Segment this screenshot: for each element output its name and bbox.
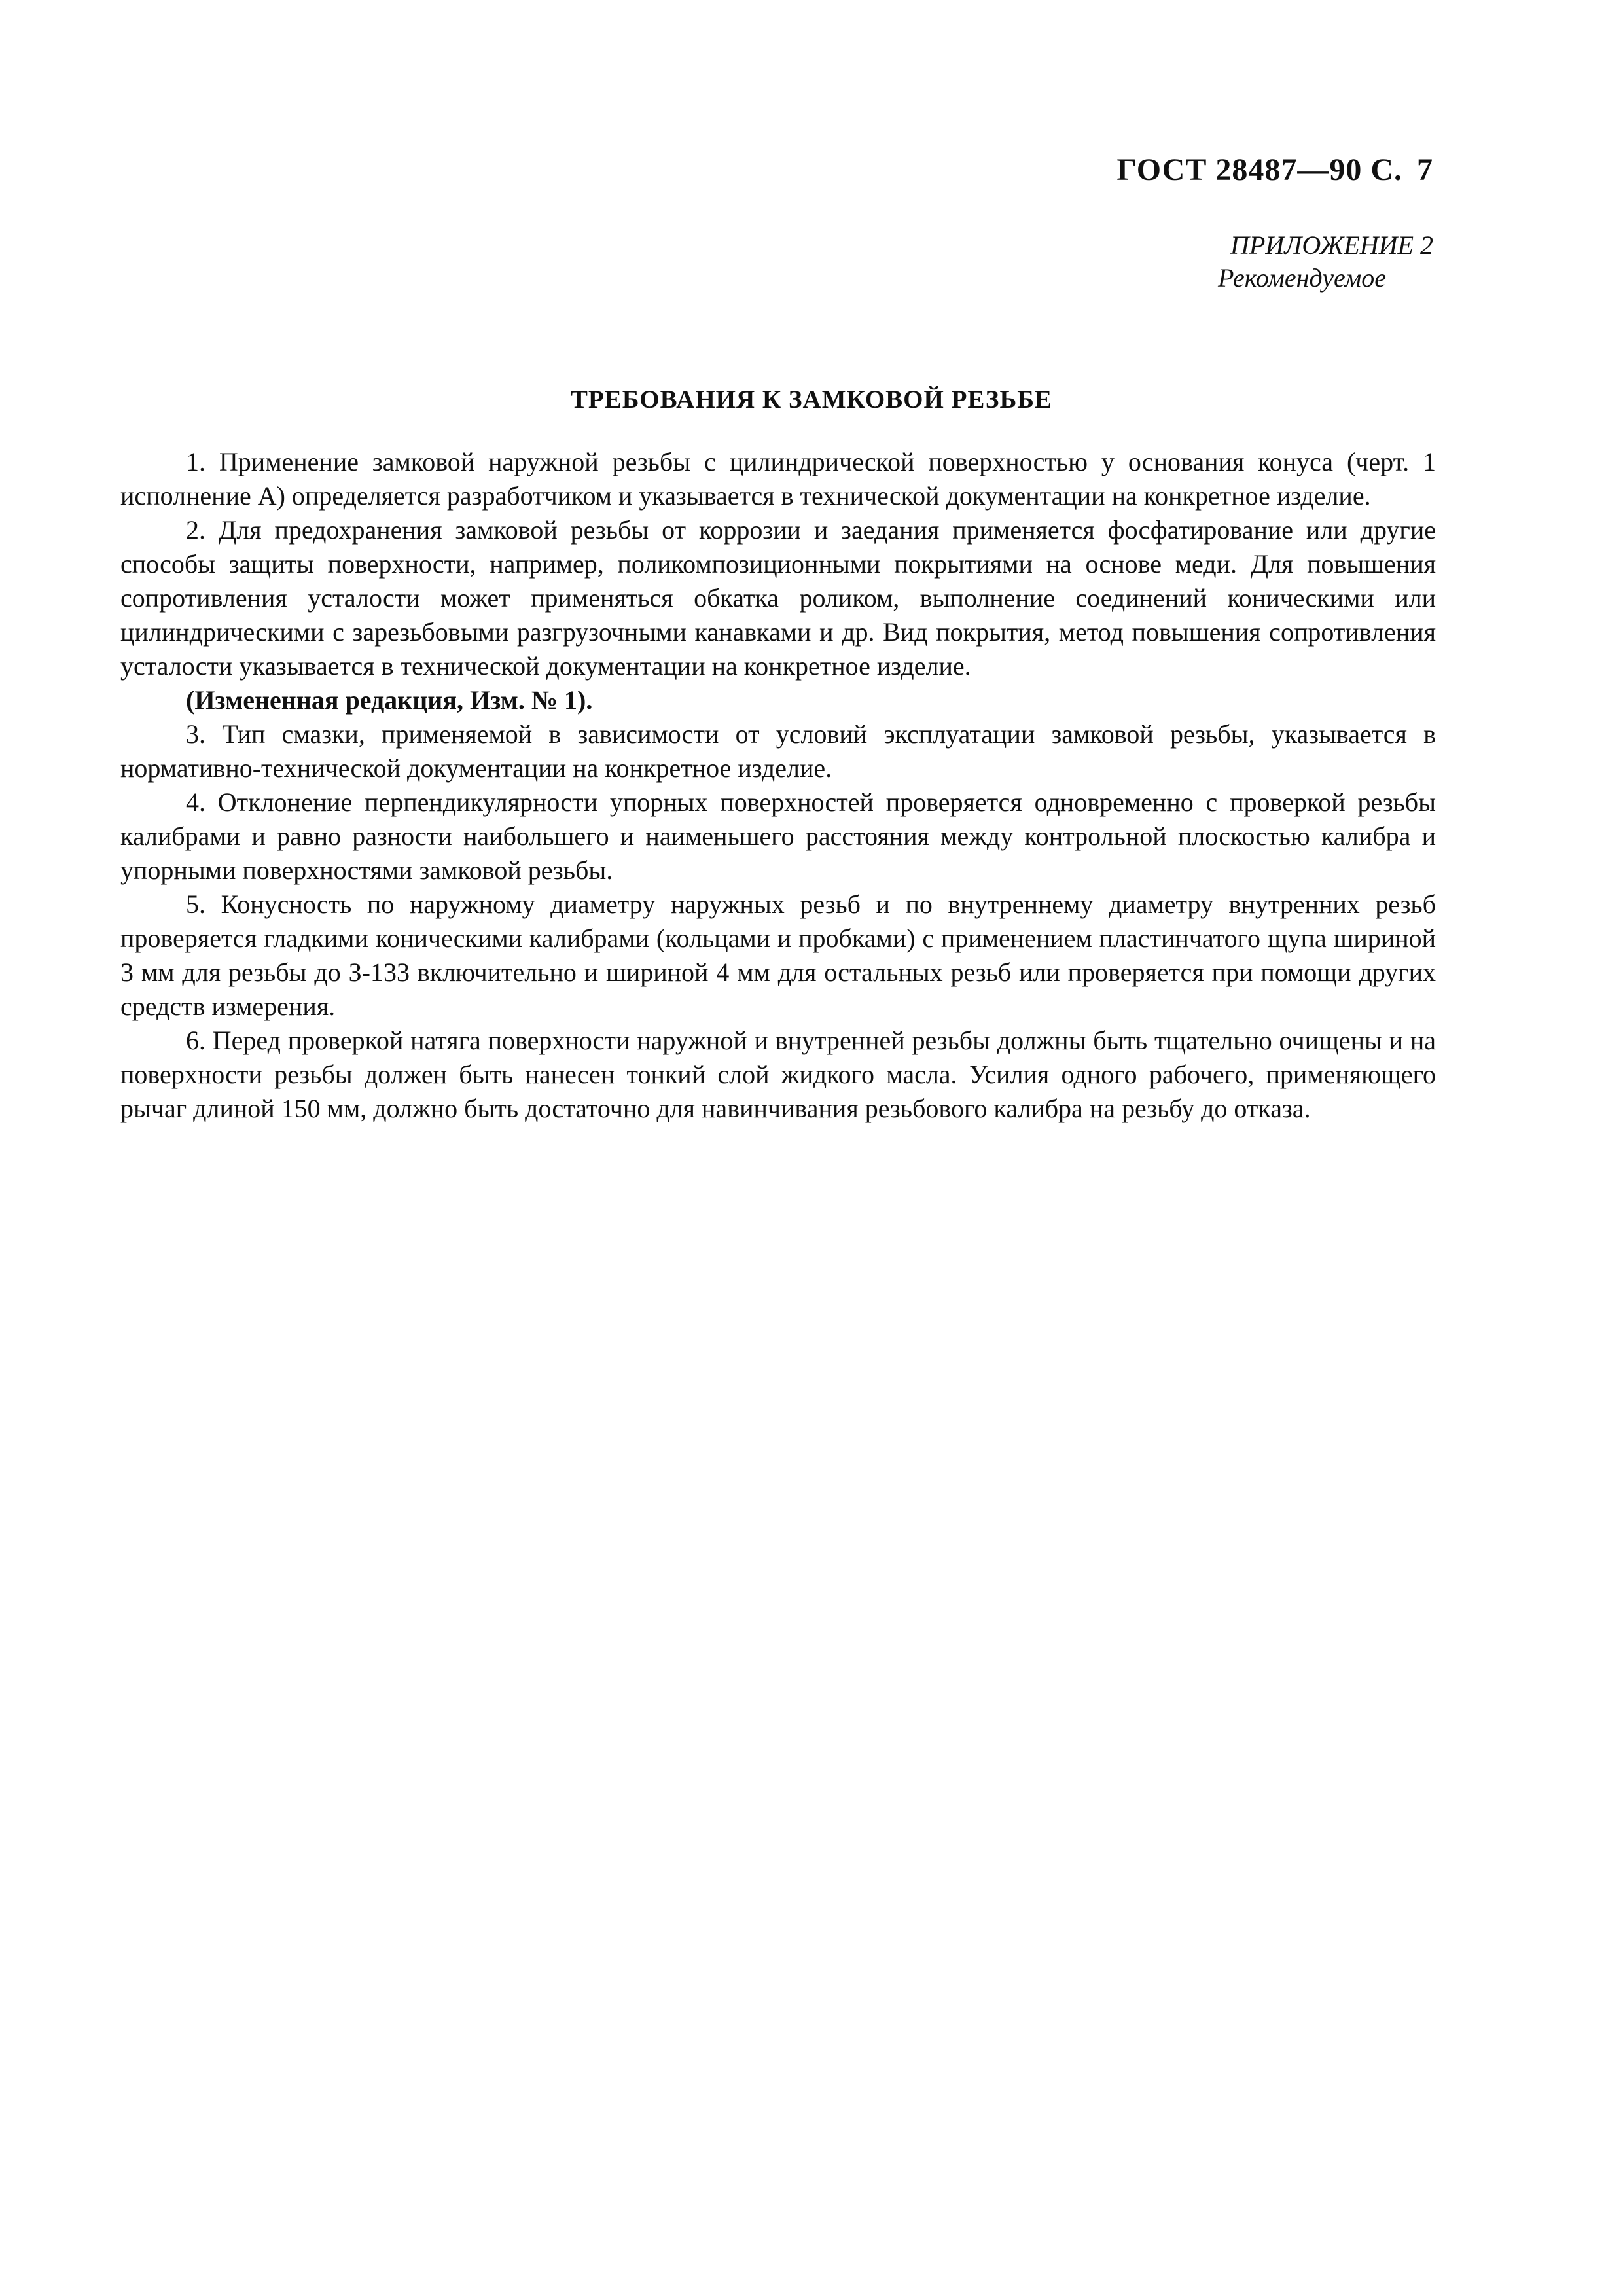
revision-note: (Измененная редакция, Изм. № 1). bbox=[186, 685, 593, 715]
appendix-label: ПРИЛОЖЕНИЕ 2 bbox=[1230, 230, 1433, 260]
paragraph-6: 6. Перед проверкой натяга поверхности наружной и внутренней резьбы должны быть тщательно очищены и на поверхности резьбы должен быть нанесен тонкий слой жидкого масла. Усилия одного рабочего, применяющего рычаг длиной 150 мм, должно быть достаточно для навинчивания резьбового калибра на резьбу до отказа. bbox=[120, 1026, 1436, 1123]
document-body bbox=[120, 445, 1436, 1126]
paragraph-3: 3. Тип смазки, применяемой в зависимости от условий эксплуатации замковой резьбы, указывается в нормативно-технической документации на конкретное изделие. bbox=[120, 719, 1436, 783]
paragraph-4: 4. Отклонение перпендикулярности упорных поверхностей проверяется одновременно с проверкой резьбы калибрами и равно разности наибольшего и наименьшего расстояния между контрольной плоскостью калибра и упорными поверхностями замковой резьбы. bbox=[120, 787, 1436, 885]
appendix-status: Рекомендуемое bbox=[1217, 263, 1386, 293]
paragraph-2: 2. Для предохранения замковой резьбы от коррозии и заедания применяется фосфатирование или другие способы защиты поверхности, например, поликомпозиционными покрытиями на основе меди. Для повышения сопротивления усталости может применяться обкатка роликом, выполнение соединений коническими или цилиндрическими с зарезьбовыми разгрузочными канавками и др. Вид покрытия, метод повышения сопротивления усталости указывается в технической документации на конкретное изделие. bbox=[120, 515, 1436, 681]
paragraph-1: 1. Применение замковой наружной резьбы с цилиндрической поверхностью у основания конуса (черт. 1 исполнение А) определяется разработчиком и указывается в технической документации на конкретное изделие. bbox=[120, 447, 1436, 511]
page-header bbox=[1116, 152, 1433, 188]
section-title: ТРЕБОВАНИЯ К ЗАМКОВОЙ РЕЗЬБЕ bbox=[570, 386, 1053, 414]
paragraph-5: 5. Конусность по наружному диаметру наружных резьб и по внутреннему диаметру внутренних резьб проверяется гладкими коническими калибрами (кольцами и пробками) с применением пластинчатого щупа шириной 3 мм для резьбы до З-133 включительно и шириной 4 мм для остальных резьб или проверяется при помощи других средств измерения. bbox=[120, 889, 1436, 1021]
page-number: 7 bbox=[1417, 152, 1433, 187]
document-id: ГОСТ 28487—90 С. bbox=[1116, 152, 1402, 187]
appendix-block bbox=[1218, 229, 1433, 295]
